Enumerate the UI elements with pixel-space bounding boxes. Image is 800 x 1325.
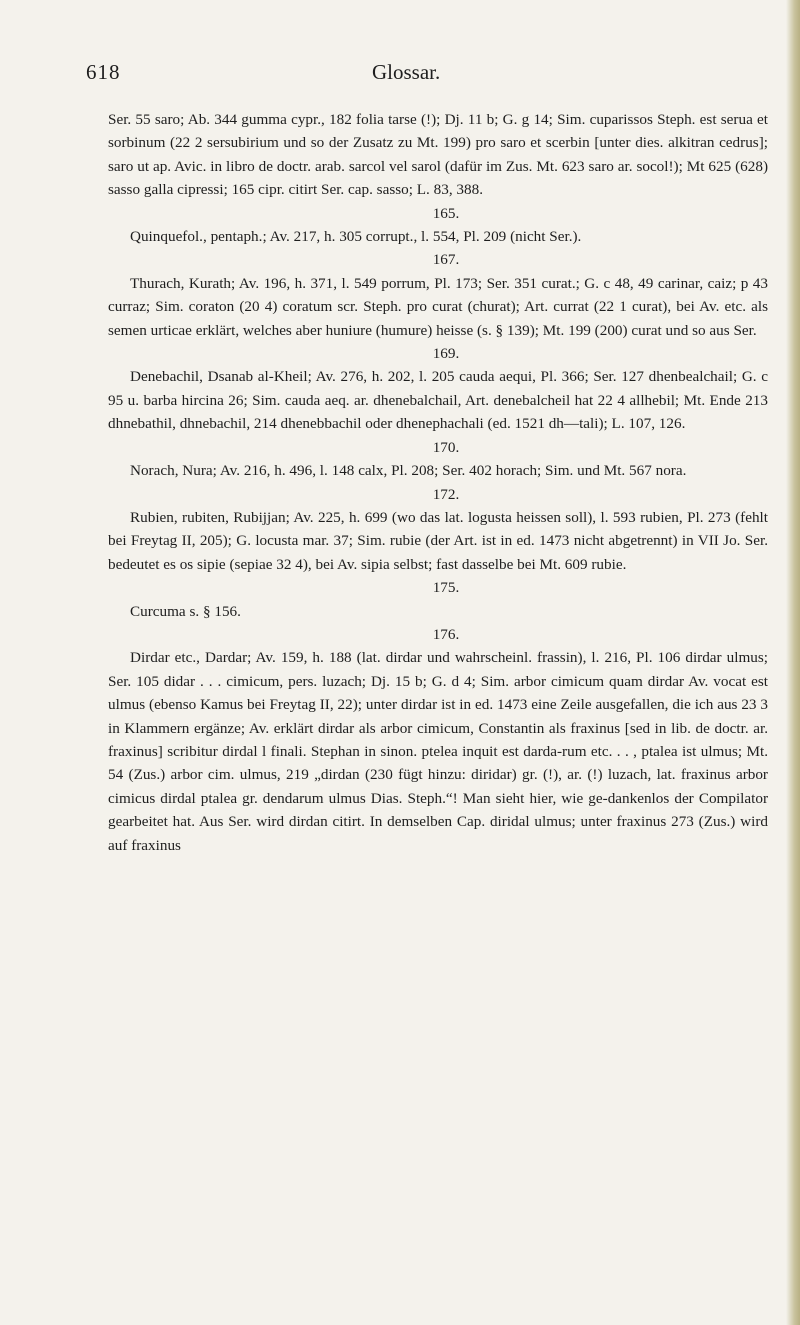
running-head: Glossar.: [372, 60, 441, 84]
entry-paragraph: Quinquefol., pentaph.; Av. 217, h. 305 corrupt., l. 554, Pl. 209 (nicht Ser.).: [130, 228, 582, 246]
entry-paragraph: Thurach, Kurath; Av. 196, h. 371, l. 549 porrum, Pl. 173; Ser. 351 curat.; G. c 48, 49 carinar, caiz; p 43 curraz; Sim. coraton (20 4) coratum scr. Steph. pro curat (churat); Art. currat (22 1 curat), bei Av. etc. als semen urticae erklärt, welches aber huniure (humure) heisse (s. § 139); Mt. 199 (200) curat und so aus Ser.: [108, 274, 768, 339]
glossary-text: [108, 108, 768, 857]
entry-number: 169.: [432, 345, 460, 363]
entry-number: 165.: [432, 204, 460, 222]
page-edge: [786, 0, 800, 1325]
entry-paragraph: Rubien, rubiten, Rubijjan; Av. 225, h. 699 (wo das lat. logusta heissen soll), l. 593 rubien, Pl. 273 (fehlt bei Freytag II, 205); G. locusta mar. 37; Sim. rubie (der Art. ist in ed. 1473 nicht abgetrennt) in VII Jo. Ser. bedeutet es os sipie (sepiae 32 4), bei Av. sipia selbst; fast dasselbe bei Mt. 609 rubie.: [108, 508, 768, 573]
entry-paragraph: Curcuma s. § 156.: [130, 602, 241, 620]
page-header: [0, 60, 780, 90]
entry-paragraph: Ser. 55 saro; Ab. 344 gumma cypr., 182 folia tarse (!); Dj. 11 b; G. g 14; Sim. cuparissos Steph. est serua et sorbinum (22 2 sersubirium und so der Zusatz zu Mt. 199) pro saro et scerbin [unter dies. alkitran cedrus]; saro ut ap. Avic. in libro de doctr. arab. sarcol vel sarol (dafür im Zus. Mt. 623 saro ar. socol!); Mt 625 (628) sasso galla cipressi; 165 cipr. citirt Ser. cap. sasso; L. 83, 388.: [108, 111, 768, 199]
entry-number: 175.: [432, 579, 460, 597]
entry-paragraph: Denebachil, Dsanab al-Kheil; Av. 276, h. 202, l. 205 cauda aequi, Pl. 366; Ser. 127 dhenbealchail; G. c 95 u. barba hircina 26; Sim. cauda aeq. ar. dhenebalchail, Art. denebalcheil hat 22 4 allhebil; Mt. Ende 213 dhnebathil, dhnebachil, 214 dhenebbachil oder dhenephachali (ed. 1521 dh—tali); L. 107, 126.: [108, 368, 768, 433]
page-number: 618: [86, 60, 121, 84]
entry-number: 167.: [432, 251, 460, 269]
entry-number: 170.: [432, 438, 460, 456]
entry-paragraph: Norach, Nura; Av. 216, h. 496, l. 148 calx, Pl. 208; Ser. 402 horach; Sim. und Mt. 567 nora.: [130, 462, 687, 480]
entry-number: 172.: [432, 485, 460, 503]
entry-number: 176.: [432, 625, 460, 643]
entry-paragraph: Dirdar etc., Dardar; Av. 159, h. 188 (lat. dirdar und wahrscheinl. frassin), l. 216, Pl. 106 dirdar ulmus; Ser. 105 didar . . . cimicum, pers. luzach; Dj. 15 b; G. d 4; Sim. arbor cimicum quam dirdar Av. vocat est ulmus (ebenso Kamus bei Freytag II, 22); unter dirdar ist in ed. 1473 eine Zeile ausgefallen, die ich aus 23 3 in Klammern ergänze; Av. erklärt dirdar als arbor cimicum, Constantin als fraxinus [sed in lib. de doctr. ar. fraxinus] scribitur dirdal l finali. Stephan in sinon. ptelea inquit est darda-rum etc. . . , ptalea ist ulmus; Mt. 54 (Zus.) arbor cim. ulmus, 219 „dirdan (230 fügt hinzu: diridar) gr. (!), ar. (!) luzach, lat. fraxinus arbor cimicus dirdal ptalea gr. dendarum ulmus Dias. Steph.“! Man sieht hier, wie ge-dankenlos der Compilator gearbeitet hat. Aus Ser. wird dirdan citirt. In demselben Cap. diridal ulmus; unter fraxinus 273 (Zus.) wird auf fraxinus: [108, 649, 768, 854]
